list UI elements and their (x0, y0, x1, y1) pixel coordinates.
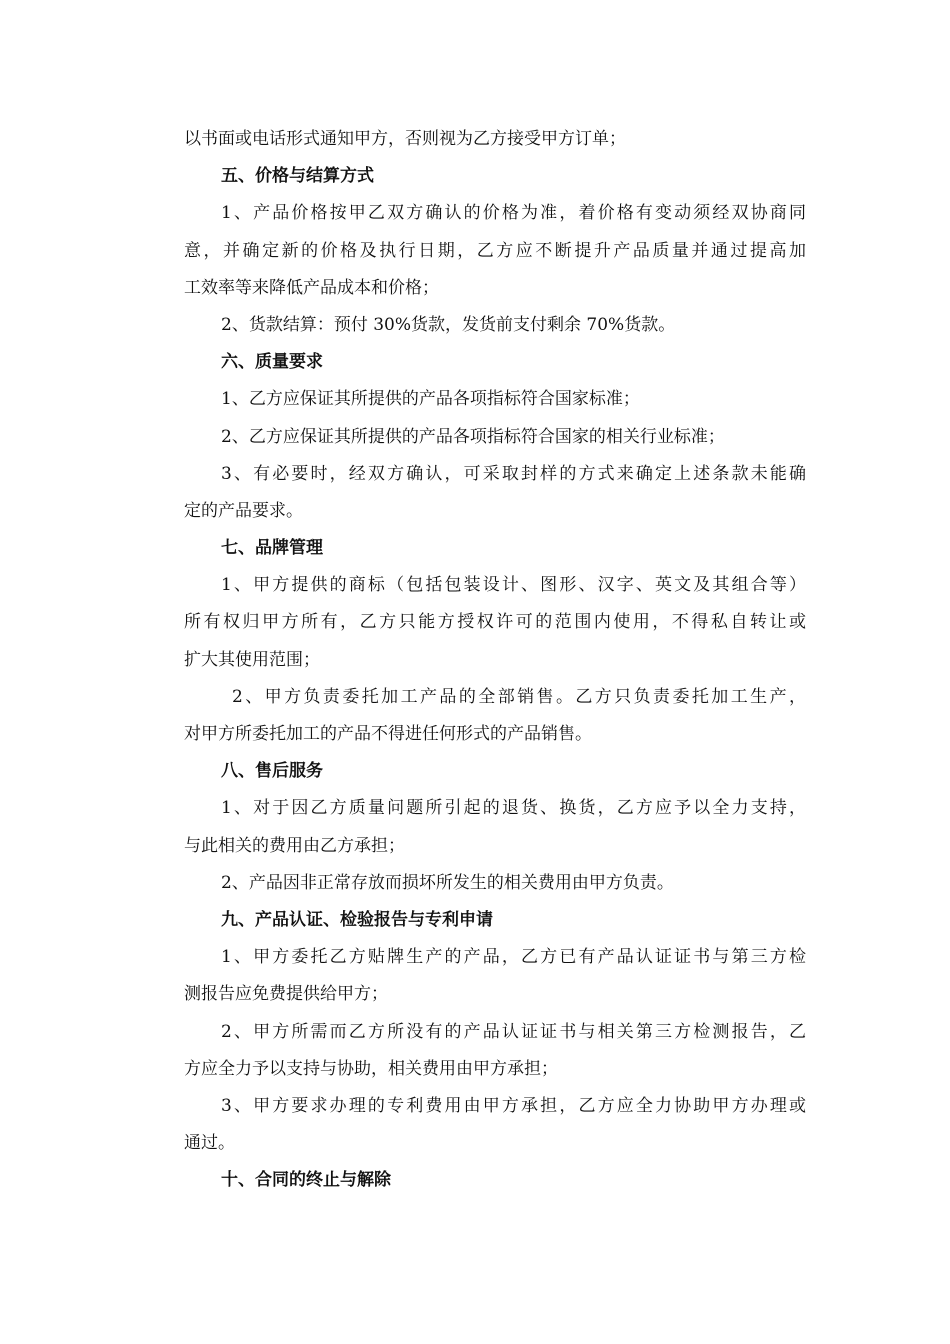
document-body (184, 121, 806, 1199)
section-heading-brand: 七、品牌管理 (221, 538, 323, 559)
paragraph-line: 2、产品因非正常存放而损坏所发生的相关费用由甲方负责。 (221, 872, 674, 893)
paragraph-line: 通过。 (184, 1133, 235, 1154)
paragraph-line: 3、甲方要求办理的专利费用由甲方承担，乙方应全力协助甲方办理或 (221, 1095, 806, 1116)
paragraph-line: 1、乙方应保证其所提供的产品各项指标符合国家标准； (221, 389, 640, 410)
section-heading-termination: 十、合同的终止与解除 (221, 1170, 391, 1191)
paragraph-line: 1、对于因乙方质量问题所引起的退货、换货，乙方应予以全力支持， (221, 798, 806, 819)
paragraph-line: 测报告应免费提供给甲方； (184, 984, 388, 1005)
paragraph-line: 1、产品价格按甲乙双方确认的价格为准，着价格有变动须经双协商同 (221, 203, 806, 224)
paragraph-line: 2、乙方应保证其所提供的产品各项指标符合国家的相关行业标准； (221, 426, 725, 447)
paragraph-line: 扩大其使用范围； (184, 649, 320, 670)
paragraph-line: 2、货款结算：预付 30%货款，发货前支付剩余 70%货款。 (221, 314, 676, 335)
paragraph-line: 与此相关的费用由乙方承担； (184, 835, 405, 856)
paragraph-line: 定的产品要求。 (184, 500, 303, 521)
paragraph-line: 对甲方所委托加工的产品不得进任何形式的产品销售。 (184, 724, 592, 744)
paragraph-line: 1、甲方提供的商标（包括包装设计、图形、汉字、英文及其组合等） (221, 575, 806, 596)
section-heading-after-sales: 八、售后服务 (221, 761, 323, 782)
paragraph-line: 所有权归甲方所有，乙方只能方授权许可的范围内使用，不得私自转让或 (184, 612, 806, 633)
paragraph-line: 意，并确定新的价格及执行日期，乙方应不断提升产品质量并通过提高加 (184, 240, 806, 261)
paragraph-line: 工效率等来降低产品成本和价格； (184, 277, 439, 298)
section-heading-price: 五、价格与结算方式 (221, 166, 374, 187)
paragraph-line: 以书面或电话形式通知甲方，否则视为乙方接受甲方订单； (184, 129, 626, 149)
paragraph-line: 2、甲方负责委托加工产品的全部销售。乙方只负责委托加工生产， (232, 686, 806, 707)
section-heading-certification: 九、产品认证、检验报告与专利申请 (221, 909, 493, 930)
paragraph-line: 2、甲方所需而乙方所没有的产品认证证书与相关第三方检测报告，乙 (221, 1021, 806, 1042)
paragraph-line: 1、甲方委托乙方贴牌生产的产品，乙方已有产品认证证书与第三方检 (221, 947, 806, 968)
section-heading-quality: 六、质量要求 (221, 352, 323, 373)
paragraph-line: 3、有必要时，经双方确认，可采取封样的方式来确定上述条款未能确 (221, 463, 806, 484)
paragraph-line: 方应全力予以支持与协助，相关费用由甲方承担； (184, 1058, 558, 1079)
